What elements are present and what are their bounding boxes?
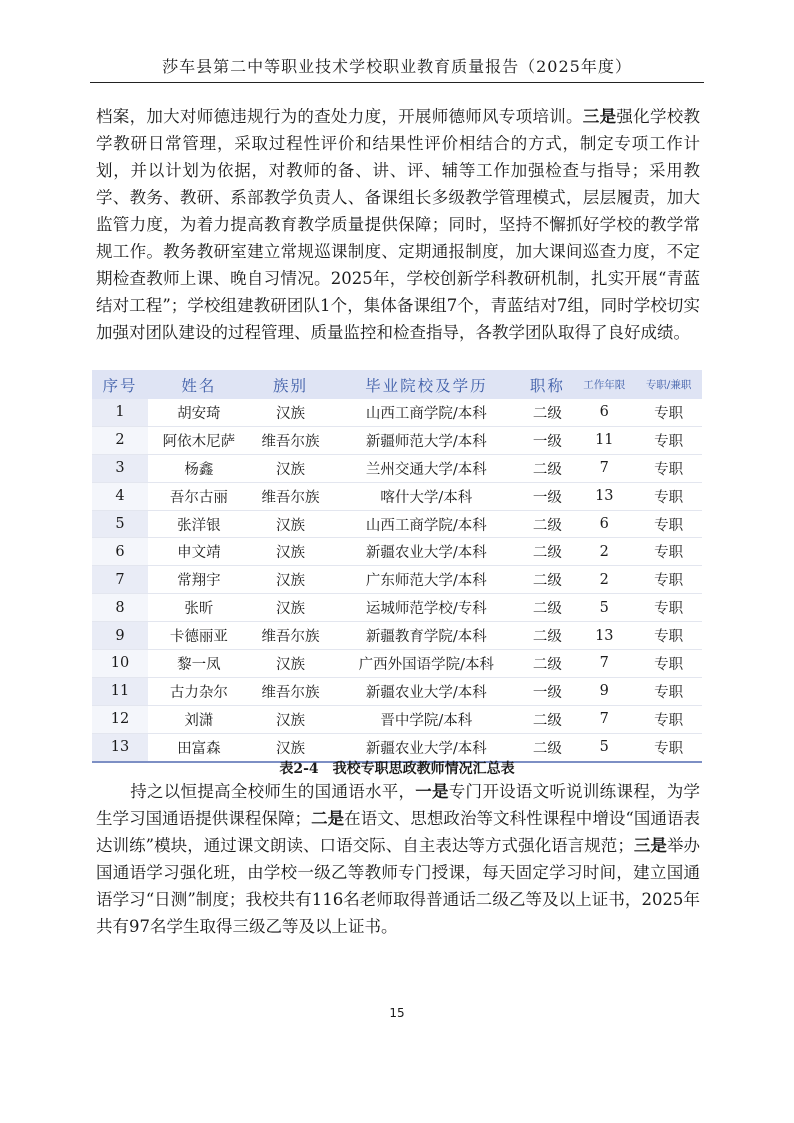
cell-title: 一级	[521, 426, 573, 454]
cell-index: 5	[92, 510, 148, 538]
table-row	[92, 566, 702, 594]
cell-index: 6	[92, 538, 148, 566]
header-ethnicity: 族别	[250, 370, 331, 399]
paragraph-text: 持之以恒提高全校师生的国通语水平，	[130, 782, 416, 801]
cell-years: 13	[573, 482, 635, 510]
paragraph-emphasis: 三是	[582, 107, 617, 126]
cell-ethnicity: 汉族	[250, 733, 331, 761]
cell-ethnicity: 汉族	[250, 454, 331, 482]
cell-school: 新疆师范大学/本科	[331, 426, 521, 454]
cell-years: 6	[573, 510, 635, 538]
cell-type: 专职	[635, 594, 702, 622]
cell-name: 黎一凤	[148, 650, 250, 678]
cell-title: 二级	[521, 622, 573, 650]
cell-title: 二级	[521, 594, 573, 622]
cell-type: 专职	[635, 622, 702, 650]
cell-title: 二级	[521, 510, 573, 538]
cell-index: 4	[92, 482, 148, 510]
cell-type: 专职	[635, 510, 702, 538]
header-name: 姓名	[148, 370, 250, 399]
header-divider	[90, 82, 704, 83]
cell-index: 13	[92, 733, 148, 761]
cell-type: 专职	[635, 650, 702, 678]
page-number: 15	[389, 1006, 405, 1020]
page-header-title: 莎车县第二中等职业技术学校职业教育质量报告（2025年度）	[162, 57, 632, 76]
table-row	[92, 482, 702, 510]
header-school: 毕业院校及学历	[331, 370, 521, 399]
table-row	[92, 622, 702, 650]
cell-ethnicity: 汉族	[250, 650, 331, 678]
cell-index: 8	[92, 594, 148, 622]
cell-school: 喀什大学/本科	[331, 482, 521, 510]
cell-years: 2	[573, 538, 635, 566]
cell-years: 13	[573, 622, 635, 650]
cell-index: 3	[92, 454, 148, 482]
cell-ethnicity: 汉族	[250, 538, 331, 566]
cell-name: 古力杂尔	[148, 677, 250, 705]
cell-years: 11	[573, 426, 635, 454]
cell-type: 专职	[635, 677, 702, 705]
cell-years: 2	[573, 566, 635, 594]
table-caption: 表2-4 我校专职思政教师情况汇总表	[279, 761, 515, 777]
cell-ethnicity: 维吾尔族	[250, 426, 331, 454]
table-row	[92, 538, 702, 566]
cell-title: 一级	[521, 482, 573, 510]
paragraph-emphasis: 一是	[415, 782, 449, 801]
paragraph-text: 强化学校教学教研日常管理，采取过程性评价和结果性评价相结合的方式，制定专项工作计划，并以计划为依据，对教师的备、讲、评、辅等工作加强检查与指导；采用教学、教务、教研、系部教学负责人、备课组长多级教学管理模式，层层履责，加大监管力度，为着力提高教育教学质量提供保障；同时，坚持不懈抓好学校的教学常规工作。教务教研室建立常规巡课制度、定期通报制度，加大课间巡查力度，不定期检查教师上课、晚自习情况。2025年，学校创新学科教研机制，扎实开展“青蓝结对工程”；学校组建教研团队1个，集体备课组7个，青蓝结对7组，同时学校切实加强对团队建设的过程管理、质量监控和检查指导，各教学团队取得了良好成绩。	[96, 107, 701, 342]
table-row	[92, 677, 702, 705]
cell-ethnicity: 汉族	[250, 566, 331, 594]
cell-name: 卡德丽亚	[148, 622, 250, 650]
cell-index: 7	[92, 566, 148, 594]
cell-index: 10	[92, 650, 148, 678]
cell-name: 田富森	[148, 733, 250, 761]
cell-type: 专职	[635, 482, 702, 510]
cell-index: 11	[92, 677, 148, 705]
cell-type: 专职	[635, 399, 702, 426]
cell-ethnicity: 汉族	[250, 705, 331, 733]
cell-title: 二级	[521, 733, 573, 761]
cell-years: 5	[573, 733, 635, 761]
cell-type: 专职	[635, 705, 702, 733]
cell-name: 吾尔古丽	[148, 482, 250, 510]
cell-index: 2	[92, 426, 148, 454]
table-body	[92, 399, 702, 762]
cell-school: 晋中学院/本科	[331, 705, 521, 733]
header-title: 职称	[521, 370, 573, 399]
cell-index: 12	[92, 705, 148, 733]
cell-name: 张昕	[148, 594, 250, 622]
cell-years: 7	[573, 705, 635, 733]
header-index: 序号	[92, 370, 148, 399]
cell-years: 5	[573, 594, 635, 622]
cell-title: 二级	[521, 454, 573, 482]
cell-name: 张洋银	[148, 510, 250, 538]
cell-title: 二级	[521, 650, 573, 678]
cell-years: 6	[573, 399, 635, 426]
cell-school: 山西工商学院/本科	[331, 399, 521, 426]
cell-school: 新疆农业大学/本科	[331, 677, 521, 705]
cell-name: 阿依木尼萨	[148, 426, 250, 454]
cell-years: 9	[573, 677, 635, 705]
cell-years: 7	[573, 650, 635, 678]
paragraph-text: 档案，加大对师德违规行为的查处力度，开展师德师风专项培训。	[96, 107, 583, 126]
paragraph-emphasis: 二是	[311, 809, 345, 828]
cell-ethnicity: 汉族	[250, 594, 331, 622]
teacher-summary-table	[92, 370, 702, 763]
cell-title: 一级	[521, 677, 573, 705]
cell-school: 兰州交通大学/本科	[331, 454, 521, 482]
cell-index: 9	[92, 622, 148, 650]
cell-name: 申文靖	[148, 538, 250, 566]
table-row	[92, 594, 702, 622]
cell-ethnicity: 维吾尔族	[250, 677, 331, 705]
cell-title: 二级	[521, 705, 573, 733]
cell-school: 山西工商学院/本科	[331, 510, 521, 538]
cell-name: 常翔宇	[148, 566, 250, 594]
cell-ethnicity: 汉族	[250, 399, 331, 426]
paragraph-language-training	[96, 778, 700, 940]
cell-type: 专职	[635, 566, 702, 594]
cell-name: 杨鑫	[148, 454, 250, 482]
cell-type: 专职	[635, 426, 702, 454]
cell-title: 二级	[521, 399, 573, 426]
table-header-row	[92, 370, 702, 399]
table-row	[92, 399, 702, 426]
cell-title: 二级	[521, 538, 573, 566]
cell-name: 胡安琦	[148, 399, 250, 426]
cell-school: 广东师范大学/本科	[331, 566, 521, 594]
cell-title: 二级	[521, 566, 573, 594]
header-type: 专职/兼职	[635, 370, 702, 399]
cell-type: 专职	[635, 733, 702, 761]
cell-index: 1	[92, 399, 148, 426]
cell-school: 新疆农业大学/本科	[331, 538, 521, 566]
cell-school: 新疆农业大学/本科	[331, 733, 521, 761]
cell-type: 专职	[635, 454, 702, 482]
cell-school: 运城师范学校/专科	[331, 594, 521, 622]
cell-years: 7	[573, 454, 635, 482]
table-row	[92, 510, 702, 538]
cell-school: 广西外国语学院/本科	[331, 650, 521, 678]
cell-ethnicity: 维吾尔族	[250, 622, 331, 650]
paragraph-text: 专门开设语文听说训练课程，为学生学习国通语提供课程保障；	[96, 782, 701, 828]
cell-type: 专职	[635, 538, 702, 566]
cell-name: 刘潇	[148, 705, 250, 733]
paragraph-text: 举办国通语学习强化班，由学校一级乙等教师专门授课，每天固定学习时间，建立国通语学习“日测”制度；我校共有116名老师取得普通话二级乙等及以上证书，2025年共有97名学生取得三级乙等及以上证书。	[96, 836, 701, 936]
cell-ethnicity: 汉族	[250, 510, 331, 538]
paragraph-emphasis: 三是	[633, 836, 667, 855]
table-row	[92, 454, 702, 482]
cell-school: 新疆教育学院/本科	[331, 622, 521, 650]
paragraph-teaching-management	[96, 103, 700, 346]
table-row	[92, 705, 702, 733]
cell-ethnicity: 维吾尔族	[250, 482, 331, 510]
header-years: 工作年限	[573, 370, 635, 399]
paragraph-text: 在语文、思想政治等文科性课程中增设“国通语表达训练”模块，通过课文朗读、口语交际、自主表达等方式强化语言规范；	[96, 809, 701, 855]
table-row	[92, 650, 702, 678]
table-row	[92, 426, 702, 454]
